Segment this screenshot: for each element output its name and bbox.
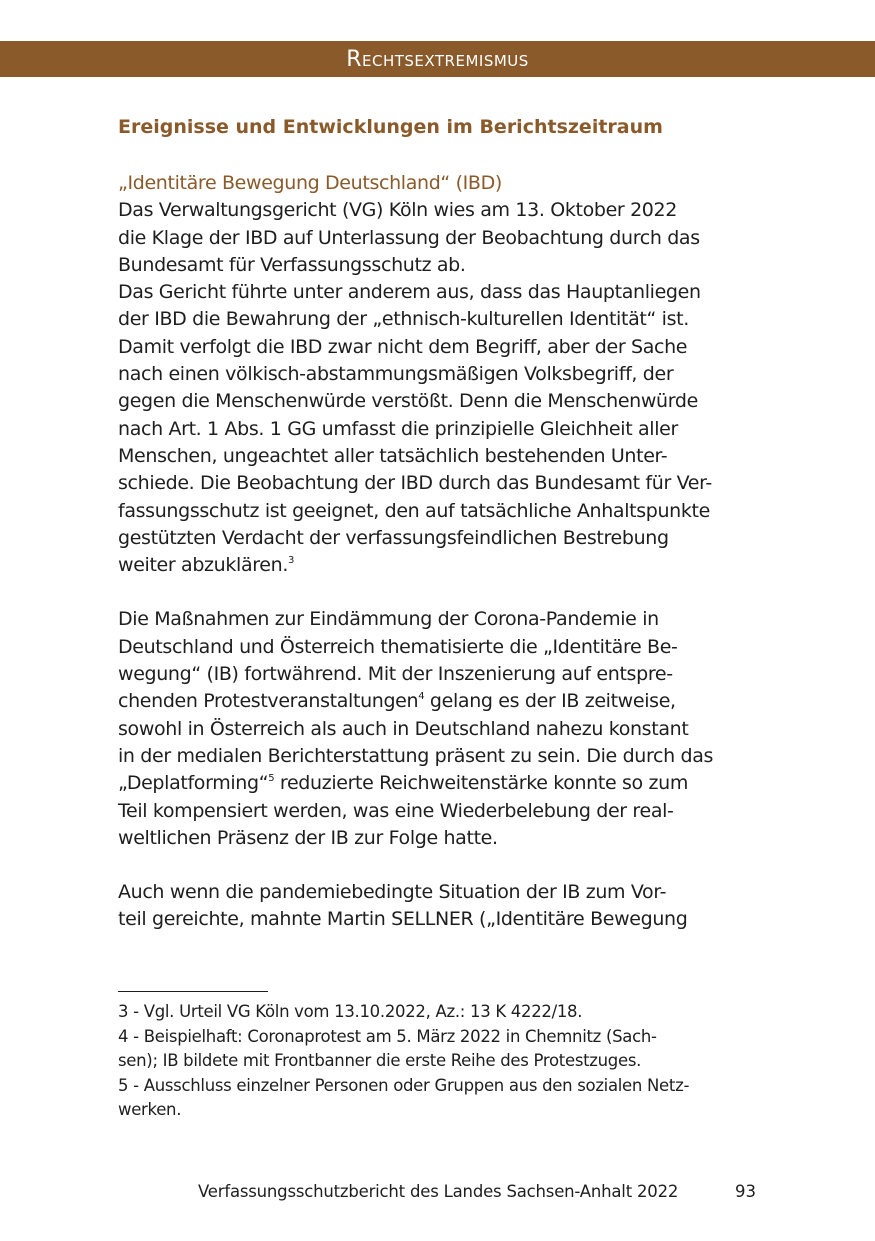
text-line: Das Verwaltungsgericht (VG) Köln wies am 13. Oktober 2022 (118, 199, 678, 222)
footnote-3 (118, 1000, 768, 1025)
text-line: Damit verfolgt die IBD zwar nicht dem Begriff, aber der Sache (118, 335, 688, 358)
footnote-ref-4[interactable]: 4 (418, 691, 425, 703)
ibd-subheading: „Identitäre Bewegung Deutschland“ (IBD) (118, 172, 502, 194)
section-heading: Ereignisse und Entwicklungen im Berichtszeitraum (118, 116, 663, 138)
text-line: fassungsschutz ist geeignet, den auf tatsächliche Anhaltspunkte (118, 499, 710, 522)
footer-title: Verfassungsschutzbericht des Landes Sachsen-Anhalt 2022 (198, 1182, 679, 1201)
footnote-line: 4 - Beispielhaft: Coronaprotest am 5. März 2022 in Chemnitz (Sach- (118, 1026, 657, 1046)
text-line: sowohl in Österreich als auch in Deutschland nahezu konstant (118, 717, 689, 740)
footnote-divider (118, 991, 268, 992)
text-line: die Klage der IBD auf Unterlassung der Beobachtung durch das (118, 226, 700, 249)
text-line: nach Art. 1 Abs. 1 GG umfasst die prinzipielle Gleichheit aller (118, 417, 678, 440)
text-fragment: chenden Protestveranstaltungen (118, 690, 419, 713)
text-line: nach einen völkisch-abstammungsmäßigen Volksbegriff, der (118, 363, 674, 386)
main-content (118, 112, 758, 934)
text-line: Deutschland und Österreich thematisierte die „Identitäre Be- (118, 635, 678, 658)
text-line: Bundesamt für Verfassungsschutz ab. (118, 253, 466, 276)
text-fragment: reduzierte Reichweitenstärke konnte so zum (274, 772, 688, 795)
text-line: Die Maßnahmen zur Eindämmung der Corona-Pandemie in (118, 608, 659, 631)
paragraph-ibd (118, 170, 758, 579)
text-fragment: weiter abzuklären. (118, 554, 289, 577)
footnote-ref-5[interactable]: 5 (268, 773, 275, 785)
footnote-5 (118, 1074, 768, 1123)
footnote-line: 5 - Ausschluss einzelner Personen oder Gruppen aus den sozialen Netz- (118, 1075, 690, 1095)
text-line: Auch wenn die pandemiebedingte Situation der IB zum Vor- (118, 881, 667, 904)
page-number: 93 (735, 1182, 756, 1201)
footnote-4 (118, 1025, 768, 1074)
footnote-line: sen); IB bildete mit Frontbanner die erste Reihe des Protestzuges. (118, 1051, 642, 1070)
chapter-header-band (0, 41, 875, 77)
text-line-last (118, 552, 758, 579)
paragraph-corona (118, 606, 758, 852)
text-fragment: gelang es der IB zeitweise, (424, 690, 676, 713)
text-line: weltlichen Präsenz der IB zur Folge hatte. (118, 826, 498, 849)
text-line: teil gereichte, mahnte Martin SELLNER („Identitäre Bewegung (118, 908, 688, 931)
chapter-title: Rechtsextremismus (346, 47, 529, 72)
footnote-line: werken. (118, 1100, 182, 1119)
text-line: Menschen, ungeachtet aller tatsächlich bestehenden Unter- (118, 444, 668, 467)
footnotes (118, 1000, 768, 1123)
text-line: gestützten Verdacht der verfassungsfeindlichen Bestrebung (118, 526, 669, 549)
text-line: Das Gericht führte unter anderem aus, dass das Hauptanliegen (118, 281, 701, 304)
text-fragment: „Deplatforming“ (118, 772, 269, 795)
text-line: schiede. Die Beobachtung der IBD durch das Bundesamt für Ver- (118, 472, 712, 495)
text-line (118, 770, 758, 797)
text-line: der IBD die Bewahrung der „ethnisch-kulturellen Identität“ ist. (118, 308, 689, 331)
text-line: wegung“ (IB) fortwährend. Mit der Inszenierung auf entspre- (118, 663, 673, 686)
text-line: in der medialen Berichterstattung präsent zu sein. Die durch das (118, 744, 714, 767)
text-line: gegen die Menschenwürde verstößt. Denn die Menschenwürde (118, 390, 698, 413)
paragraph-final (118, 879, 758, 934)
text-line (118, 688, 758, 715)
footnote-line: 3 - Vgl. Urteil VG Köln vom 13.10.2022, Az.: 13 K 4222/18. (118, 1002, 583, 1021)
text-line: Teil kompensiert werden, was eine Wiederbelebung der real- (118, 799, 674, 822)
footnote-ref-3[interactable]: 3 (288, 555, 295, 567)
